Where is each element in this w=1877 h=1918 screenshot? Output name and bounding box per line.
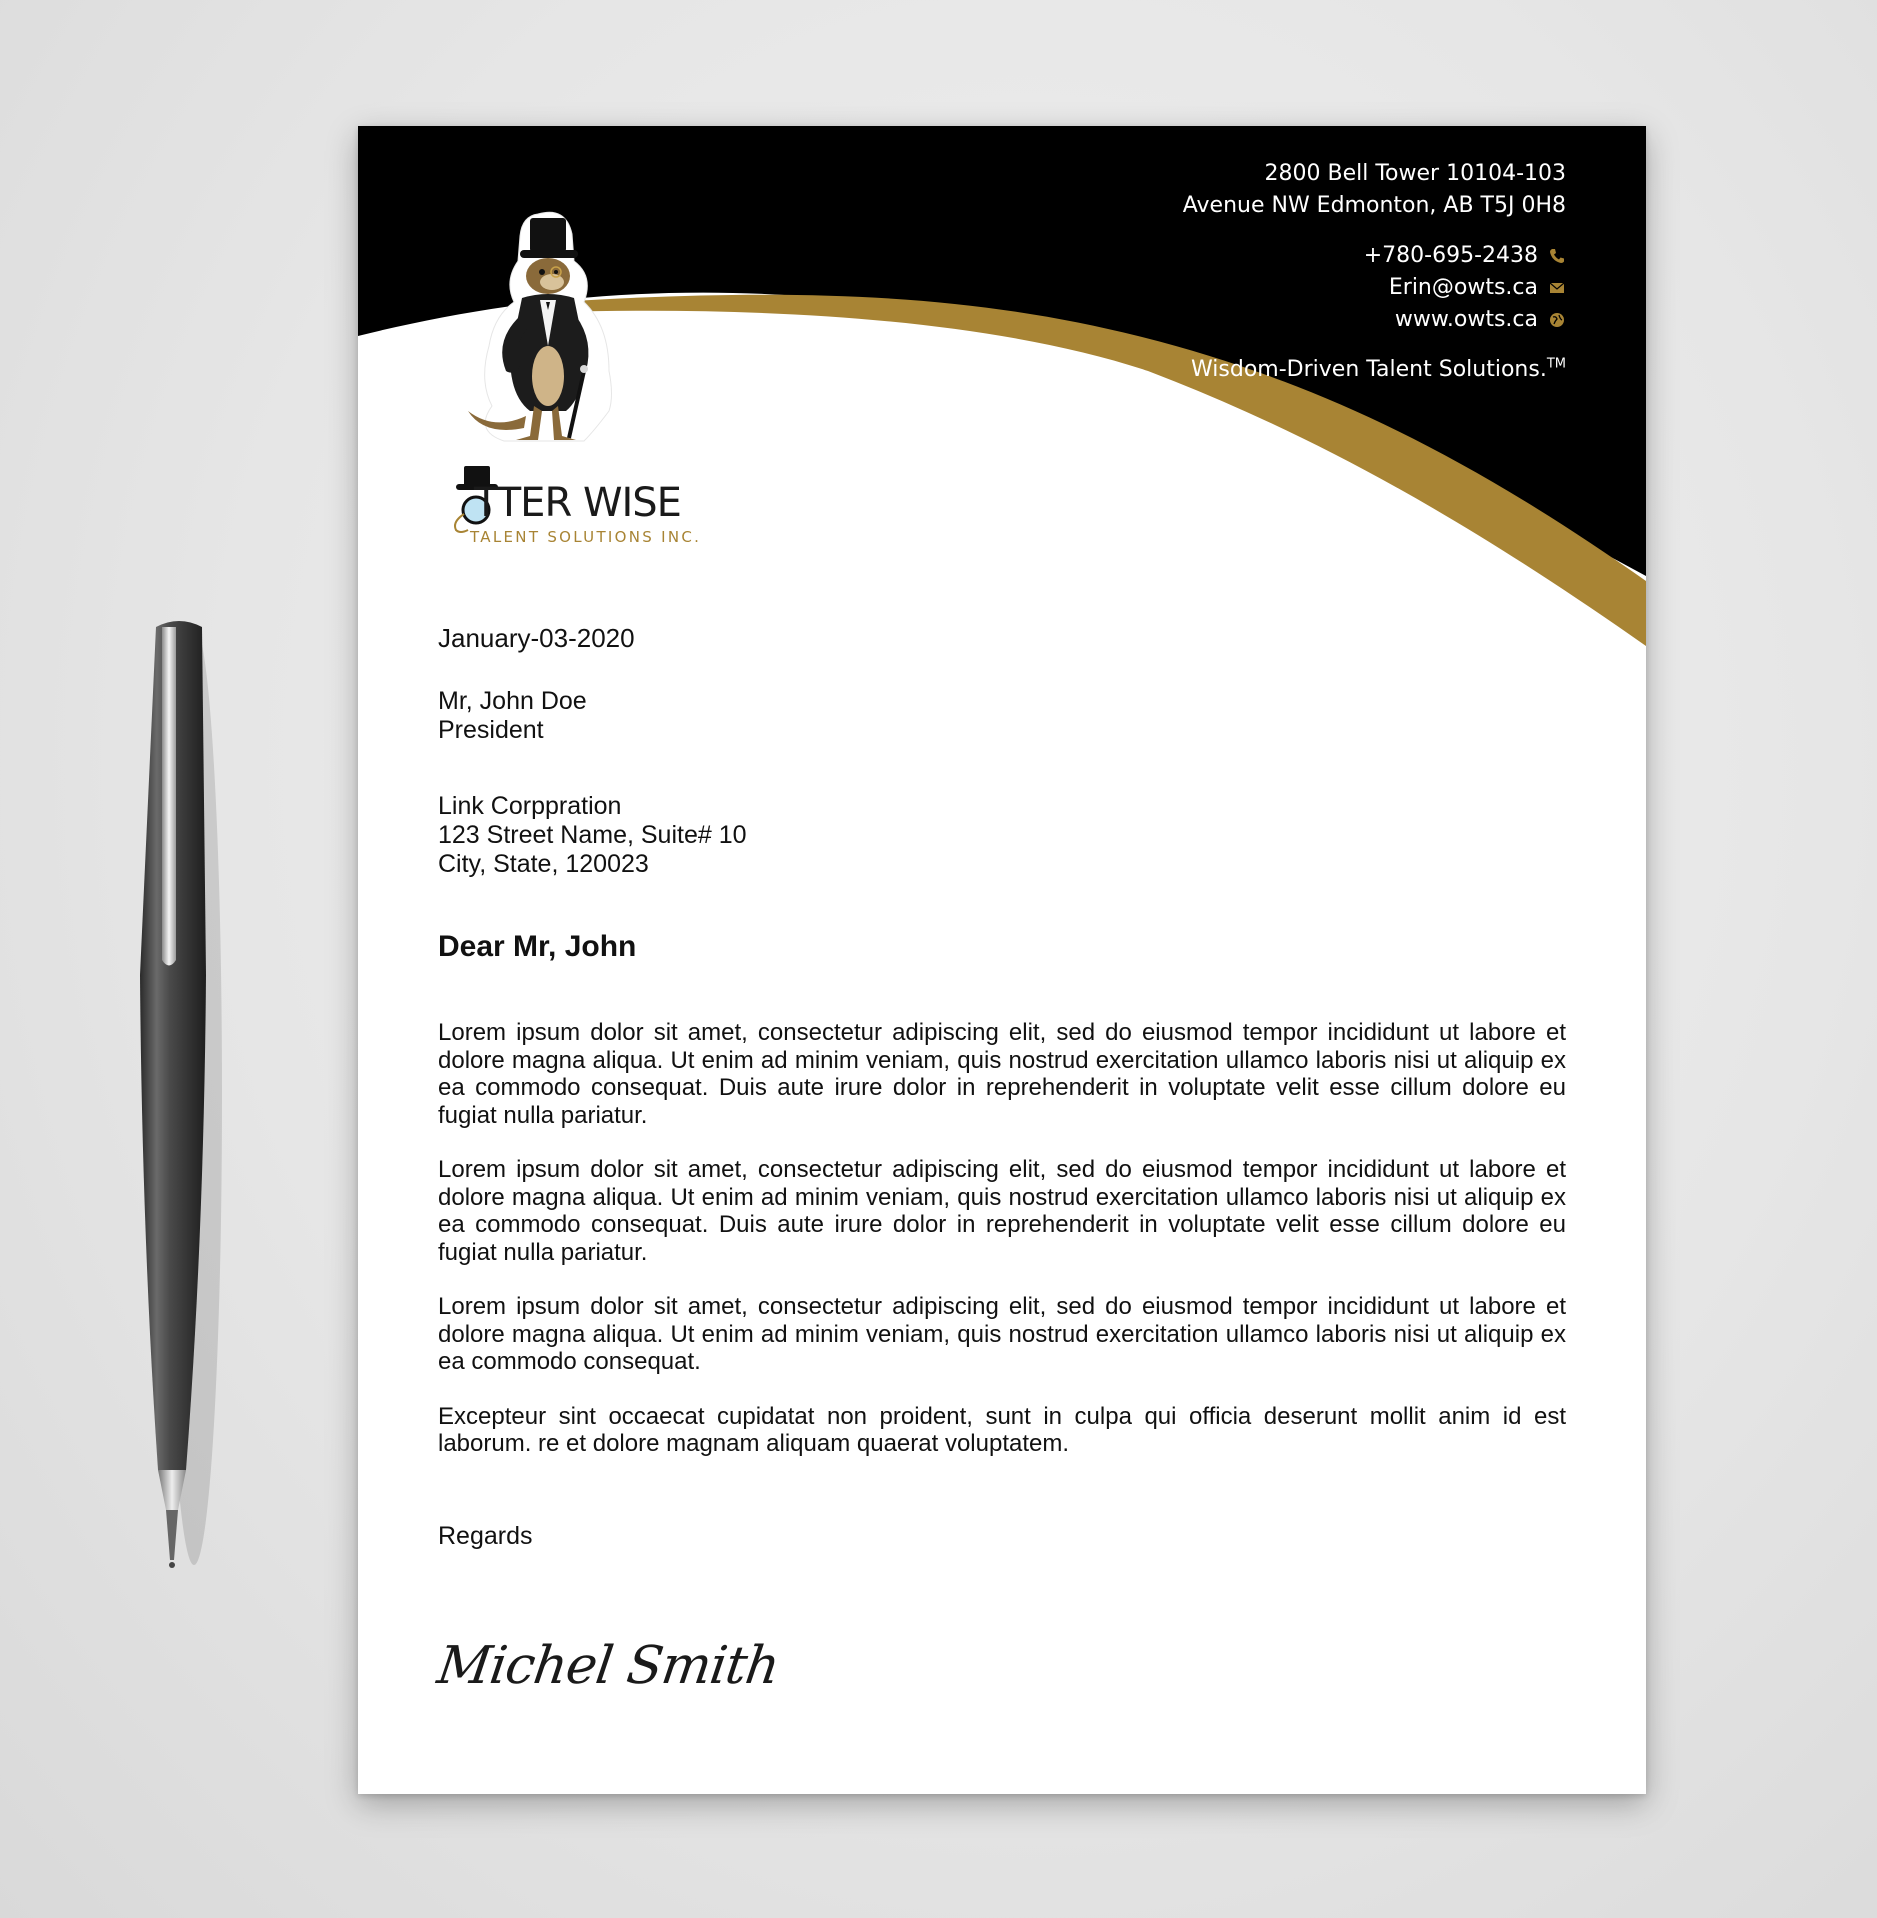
letter-greeting: Dear Mr, John bbox=[438, 930, 637, 963]
envelope-icon bbox=[1548, 279, 1566, 297]
letter-date: January-03-2020 bbox=[438, 623, 635, 653]
body-paragraph: Lorem ipsum dolor sit amet, consectetur adipiscing elit, sed do eiusmod tempor incididunt ut labore et dolore magna aliqua. Ut enim ad minim veniam, quis nostrud exercitation ullamco laboris nisi ut aliquip ex ea commodo consequat. bbox=[438, 1293, 1566, 1375]
pen-image bbox=[134, 615, 224, 1575]
letter-body bbox=[438, 1019, 1566, 1485]
signature: Michel Smith bbox=[433, 1636, 783, 1696]
otter-mascot-logo bbox=[434, 206, 674, 468]
email-row bbox=[1183, 272, 1566, 304]
email-address[interactable]: Erin@owts.ca bbox=[1388, 275, 1538, 300]
website-row bbox=[1183, 304, 1566, 336]
trademark-mark: TM bbox=[1546, 356, 1566, 372]
company-subtitle: TALENT SOLUTIONS INC. bbox=[470, 528, 702, 546]
recipient-company-name: Link Corppration bbox=[438, 792, 622, 820]
phone-row bbox=[1183, 240, 1566, 272]
recipient-company-city: City, State, 120023 bbox=[438, 850, 649, 878]
letter-closing: Regards bbox=[438, 1522, 533, 1550]
website-url[interactable]: www.owts.ca bbox=[1394, 307, 1538, 332]
recipient-company-street: 123 Street Name, Suite# 10 bbox=[438, 821, 747, 849]
body-paragraph: Lorem ipsum dolor sit amet, consectetur adipiscing elit, sed do eiusmod tempor incididunt ut labore et dolore magna aliqua. Ut enim ad minim veniam, quis nostrud exercitation ullamco laboris nisi ut aliquip ex ea commodo consequat. Duis aute irure dolor in reprehenderit in voluptate velit esse cillum dolore eu fugiat nulla pariatur. bbox=[438, 1019, 1566, 1129]
recipient-title: President bbox=[438, 716, 544, 744]
address-line2: Avenue NW Edmonton, AB T5J 0H8 bbox=[1182, 193, 1566, 218]
recipient-company-block bbox=[438, 792, 1566, 879]
recipient-block bbox=[438, 687, 1566, 745]
globe-icon bbox=[1548, 311, 1566, 329]
tagline: Wisdom-Driven Talent Solutions.™ bbox=[1191, 356, 1566, 382]
address-line1: 2800 Bell Tower 10104-103 bbox=[1264, 161, 1566, 186]
phone-number: +780-695-2438 bbox=[1363, 243, 1538, 268]
letterhead-page bbox=[358, 126, 1646, 1794]
body-paragraph: Excepteur sint occaecat cupidatat non proident, sunt in culpa qui officia deserunt mollit anim id est laborum. re et dolore magnam aliquam quaerat voluptatem. bbox=[438, 1402, 1566, 1457]
recipient-name: Mr, John Doe bbox=[438, 687, 587, 715]
phone-icon bbox=[1548, 247, 1566, 265]
contact-block bbox=[1183, 158, 1566, 386]
body-paragraph: Lorem ipsum dolor sit amet, consectetur adipiscing elit, sed do eiusmod tempor incididunt ut labore et dolore magna aliqua. Ut enim ad minim veniam, quis nostrud exercitation ullamco laboris nisi ut aliquip ex ea commodo consequat. Duis aute irure dolor in reprehenderit in voluptate velit esse cillum dolore eu fugiat nulla pariatur. bbox=[438, 1156, 1566, 1266]
company-wordmark: TTER WISE bbox=[474, 480, 681, 526]
